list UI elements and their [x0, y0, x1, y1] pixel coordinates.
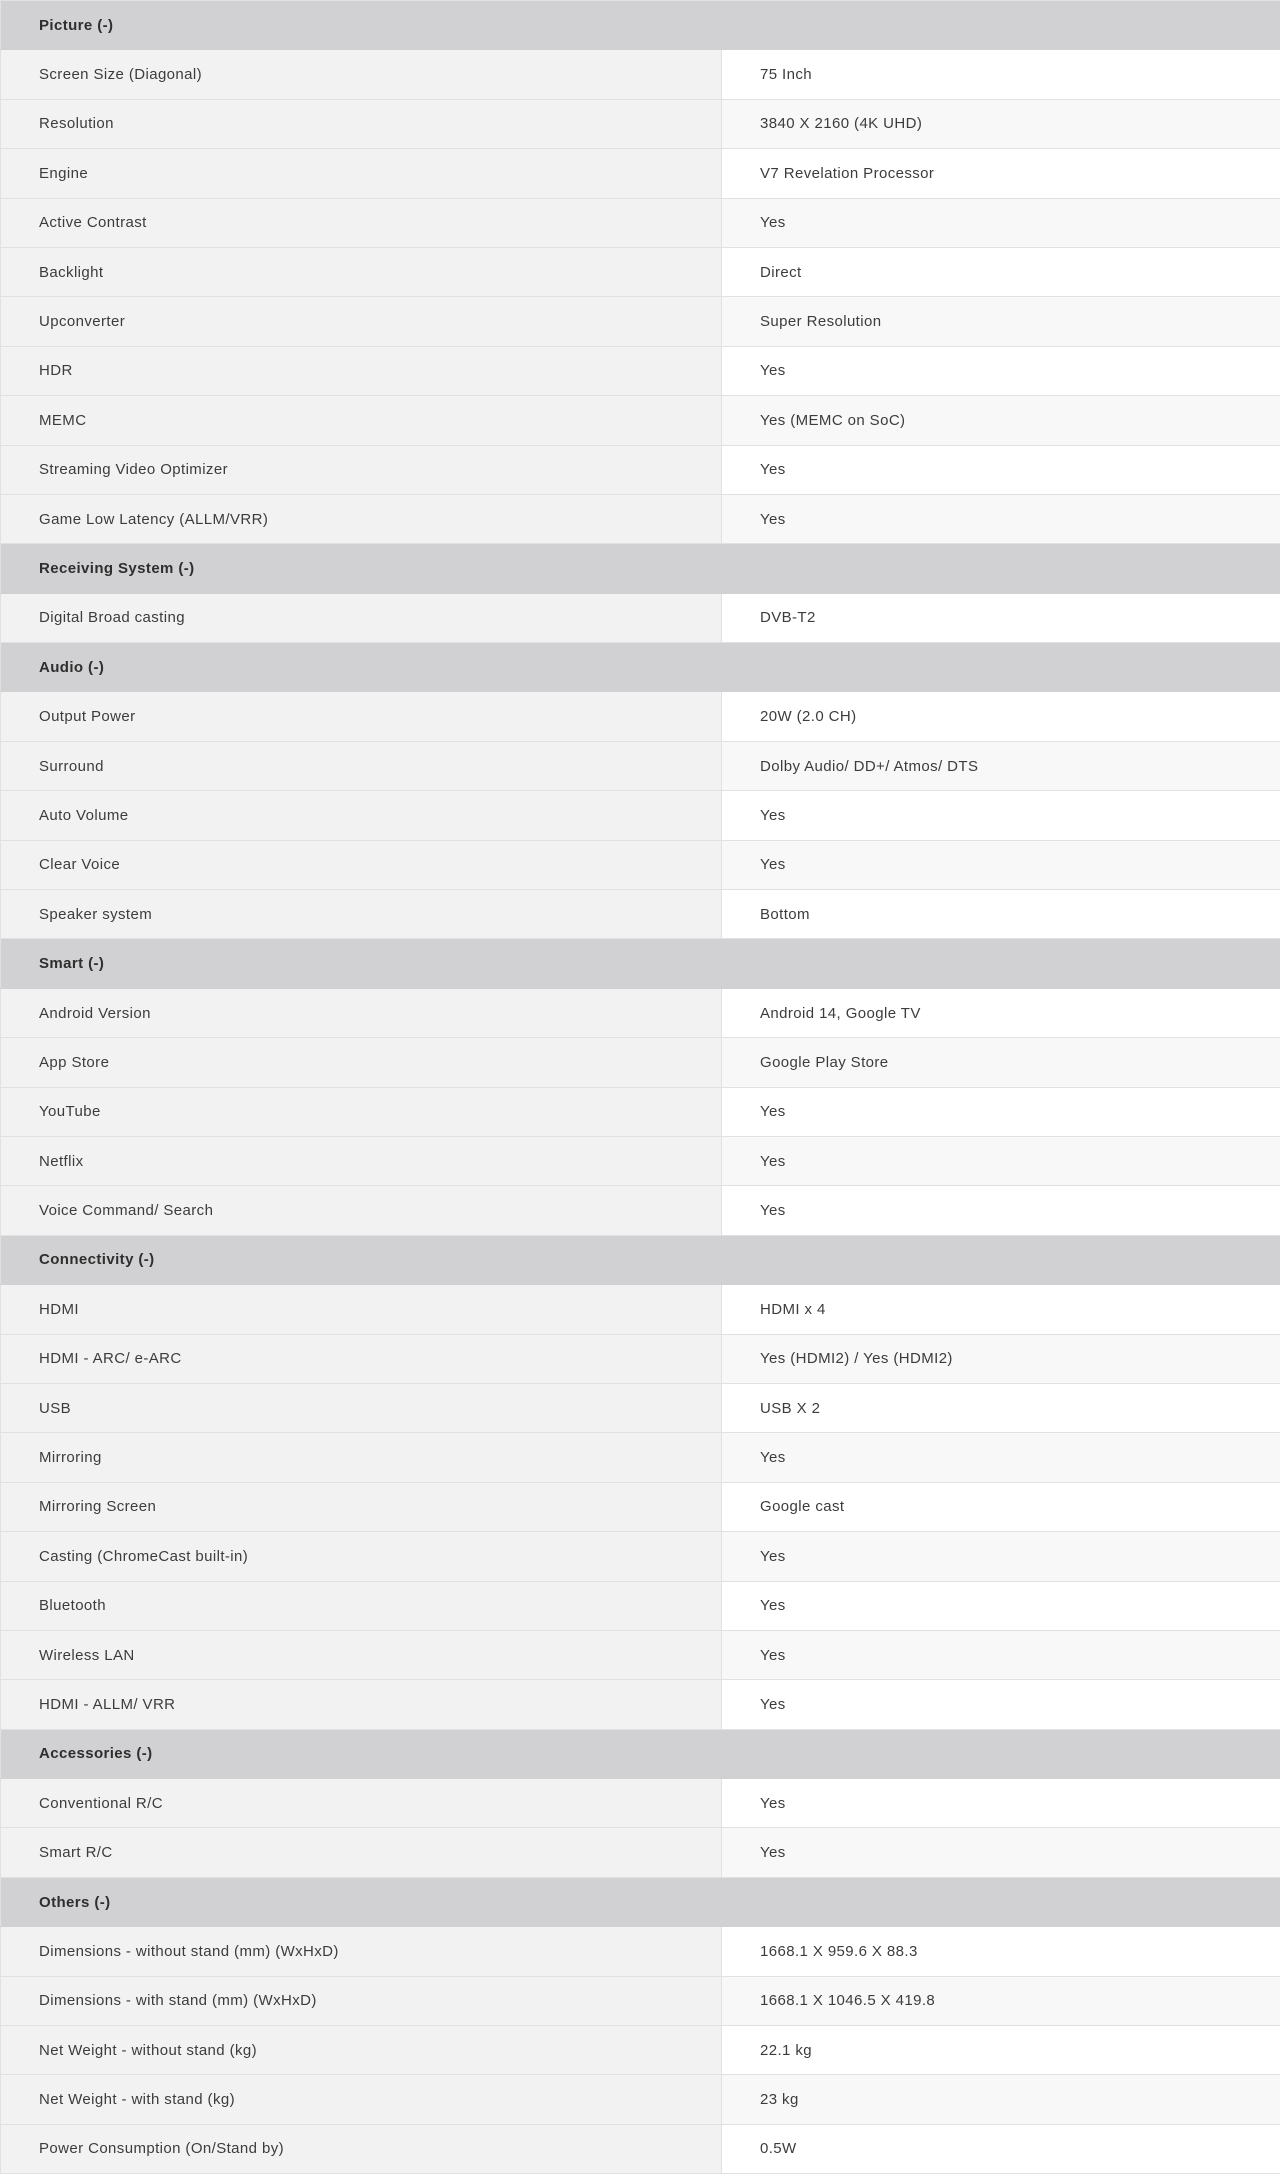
spec-row [1, 99, 1280, 148]
spec-row [1, 988, 1280, 1037]
spec-row [1, 445, 1280, 494]
spec-label: Speaker system [1, 890, 722, 939]
spec-value: Bottom [722, 890, 1280, 939]
spec-value: Yes [722, 1828, 1280, 1877]
spec-value: Yes [722, 1087, 1280, 1136]
spec-row [1, 2026, 1280, 2075]
spec-row [1, 1581, 1280, 1630]
spec-label: MEMC [1, 396, 722, 445]
spec-label: Dimensions - without stand (mm) (WxHxD) [1, 1927, 722, 1976]
spec-value: USB X 2 [722, 1383, 1280, 1432]
spec-row [1, 149, 1280, 198]
spec-row [1, 2075, 1280, 2124]
spec-row [1, 692, 1280, 741]
spec-row [1, 1383, 1280, 1432]
spec-value: Google Play Store [722, 1038, 1280, 1087]
spec-value: Direct [722, 247, 1280, 296]
spec-label: Casting (ChromeCast built-in) [1, 1532, 722, 1581]
spec-value: 0.5W [722, 2124, 1280, 2173]
section-title[interactable]: Picture (-) [1, 1, 1280, 50]
spec-table-body [1, 1, 1280, 2174]
spec-value: DVB-T2 [722, 593, 1280, 642]
spec-value: Yes [722, 840, 1280, 889]
spec-row [1, 297, 1280, 346]
spec-value: Yes [722, 445, 1280, 494]
spec-label: Smart R/C [1, 1828, 722, 1877]
spec-label: Netflix [1, 1136, 722, 1185]
section-header[interactable] [1, 1729, 1280, 1778]
spec-label: Engine [1, 149, 722, 198]
spec-label: Net Weight - without stand (kg) [1, 2026, 722, 2075]
spec-value: Yes [722, 791, 1280, 840]
spec-row [1, 1630, 1280, 1679]
spec-value: Yes [722, 1680, 1280, 1729]
spec-label: Backlight [1, 247, 722, 296]
spec-value: HDMI x 4 [722, 1285, 1280, 1334]
spec-label: Bluetooth [1, 1581, 722, 1630]
spec-value: 3840 X 2160 (4K UHD) [722, 99, 1280, 148]
spec-label: Conventional R/C [1, 1779, 722, 1828]
section-title[interactable]: Others (-) [1, 1877, 1280, 1926]
spec-value: Yes [722, 346, 1280, 395]
spec-value: Yes [722, 1581, 1280, 1630]
spec-value: 22.1 kg [722, 2026, 1280, 2075]
spec-value: Yes [722, 1136, 1280, 1185]
spec-label: Net Weight - with stand (kg) [1, 2075, 722, 2124]
spec-label: Android Version [1, 988, 722, 1037]
spec-row [1, 198, 1280, 247]
section-title[interactable]: Smart (-) [1, 939, 1280, 988]
section-title[interactable]: Receiving System (-) [1, 544, 1280, 593]
spec-row [1, 791, 1280, 840]
spec-value: V7 Revelation Processor [722, 149, 1280, 198]
spec-row [1, 1334, 1280, 1383]
spec-row [1, 1828, 1280, 1877]
spec-value: 23 kg [722, 2075, 1280, 2124]
spec-value: Super Resolution [722, 297, 1280, 346]
spec-value: Yes [722, 198, 1280, 247]
spec-label: App Store [1, 1038, 722, 1087]
section-title[interactable]: Accessories (-) [1, 1729, 1280, 1778]
spec-row [1, 494, 1280, 543]
spec-row [1, 1482, 1280, 1531]
spec-label: USB [1, 1383, 722, 1432]
spec-row [1, 1433, 1280, 1482]
spec-row [1, 247, 1280, 296]
spec-row [1, 2124, 1280, 2173]
spec-value: Yes [722, 1630, 1280, 1679]
spec-row [1, 1976, 1280, 2025]
spec-row [1, 593, 1280, 642]
spec-label: HDMI - ARC/ e-ARC [1, 1334, 722, 1383]
spec-row [1, 396, 1280, 445]
spec-value: Yes [722, 494, 1280, 543]
spec-row [1, 1136, 1280, 1185]
spec-row [1, 50, 1280, 99]
spec-value: Yes [722, 1532, 1280, 1581]
spec-label: Mirroring Screen [1, 1482, 722, 1531]
section-header[interactable] [1, 1877, 1280, 1926]
spec-label: Dimensions - with stand (mm) (WxHxD) [1, 1976, 722, 2025]
spec-value: 75 Inch [722, 50, 1280, 99]
section-header[interactable] [1, 939, 1280, 988]
spec-row [1, 1186, 1280, 1235]
spec-label: Resolution [1, 99, 722, 148]
spec-label: Upconverter [1, 297, 722, 346]
spec-label: Streaming Video Optimizer [1, 445, 722, 494]
spec-label: Auto Volume [1, 791, 722, 840]
spec-label: Game Low Latency (ALLM/VRR) [1, 494, 722, 543]
section-header[interactable] [1, 643, 1280, 692]
spec-label: Mirroring [1, 1433, 722, 1482]
spec-value: Yes (MEMC on SoC) [722, 396, 1280, 445]
spec-row [1, 1779, 1280, 1828]
spec-label: HDMI - ALLM/ VRR [1, 1680, 722, 1729]
spec-row [1, 1927, 1280, 1976]
spec-label: Power Consumption (On/Stand by) [1, 2124, 722, 2173]
spec-value: 1668.1 X 1046.5 X 419.8 [722, 1976, 1280, 2025]
spec-row [1, 346, 1280, 395]
spec-row [1, 1532, 1280, 1581]
spec-label: Surround [1, 741, 722, 790]
section-header[interactable] [1, 544, 1280, 593]
spec-label: Voice Command/ Search [1, 1186, 722, 1235]
spec-row [1, 1680, 1280, 1729]
spec-value: Dolby Audio/ DD+/ Atmos/ DTS [722, 741, 1280, 790]
spec-row [1, 1285, 1280, 1334]
spec-label: HDR [1, 346, 722, 395]
spec-row [1, 1087, 1280, 1136]
spec-row [1, 741, 1280, 790]
spec-label: Digital Broad casting [1, 593, 722, 642]
spec-label: Clear Voice [1, 840, 722, 889]
spec-value: Yes [722, 1433, 1280, 1482]
spec-row [1, 840, 1280, 889]
section-title[interactable]: Connectivity (-) [1, 1235, 1280, 1284]
section-header[interactable] [1, 1, 1280, 50]
spec-value: 20W (2.0 CH) [722, 692, 1280, 741]
spec-row [1, 890, 1280, 939]
section-header[interactable] [1, 1235, 1280, 1284]
spec-label: Screen Size (Diagonal) [1, 50, 722, 99]
spec-label: Wireless LAN [1, 1630, 722, 1679]
spec-label: Active Contrast [1, 198, 722, 247]
spec-value: Android 14, Google TV [722, 988, 1280, 1037]
spec-row [1, 1038, 1280, 1087]
spec-value: Yes (HDMI2) / Yes (HDMI2) [722, 1334, 1280, 1383]
spec-label: Output Power [1, 692, 722, 741]
section-title[interactable]: Audio (-) [1, 643, 1280, 692]
spec-value: Google cast [722, 1482, 1280, 1531]
spec-label: YouTube [1, 1087, 722, 1136]
spec-value: Yes [722, 1186, 1280, 1235]
spec-value: Yes [722, 1779, 1280, 1828]
spec-value: 1668.1 X 959.6 X 88.3 [722, 1927, 1280, 1976]
spec-label: HDMI [1, 1285, 722, 1334]
